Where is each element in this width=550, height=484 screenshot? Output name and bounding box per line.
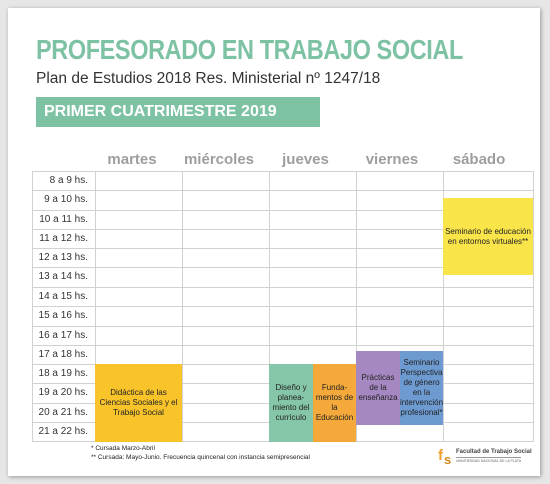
logo-subtitle: UNIVERSIDAD NACIONAL DE LA PLATA (456, 459, 522, 463)
hour-label: 8 a 9 hs. (49, 175, 88, 186)
hour-label: 12 a 13 hs. (38, 252, 88, 263)
fts-logo-icon (438, 444, 454, 466)
day-header-miercoles: miércoles (183, 151, 255, 168)
hour-label: 16 a 17 hs. (38, 330, 88, 341)
hour-label: 11 a 12 hs. (39, 233, 88, 244)
footnotes (91, 444, 310, 462)
hour-label: 15 a 16 hs. (38, 310, 88, 321)
day-header-sabado: sábado (452, 151, 506, 168)
hour-label: 17 a 18 hs. (38, 349, 88, 360)
hour-label: 13 a 14 hs. (38, 271, 88, 282)
faculty-logo (438, 444, 534, 468)
hour-label: 21 a 22 hs. (38, 426, 88, 437)
hour-label: 14 a 15 hs. (38, 291, 88, 302)
svg-text:f: f (438, 447, 443, 464)
hour-label: 19 a 20 hs. (38, 387, 88, 398)
footnote: * Cursada Marzo-Abril (91, 445, 155, 452)
footnote: ** Cursada: Mayo-Junio. Frecuencia quincenal con instancia semipresencial (91, 454, 310, 461)
timetable-grid (32, 171, 534, 442)
hour-label: 18 a 19 hs. (38, 368, 88, 379)
hour-label: 10 a 11 hs. (39, 214, 88, 225)
course-seminario-genero: Seminario Perspectiva de género en la intervención profesional* (400, 351, 443, 425)
page-subtitle: Plan de Estudios 2018 Res. Ministerial nº 1247/18 (36, 70, 381, 87)
course-diseno-curriculo: Diseño y planea- miento del currículo (269, 364, 313, 442)
hour-label: 9 a 10 hs. (44, 194, 88, 205)
day-header-martes: martes (107, 151, 157, 168)
course-practicas-ensenanza: Prácticas de la enseñanza (356, 351, 400, 425)
day-header-jueves: jueves (282, 151, 329, 168)
svg-text:s: s (444, 452, 452, 466)
course-fundamentos-educacion: Funda- mentos de la Educación (313, 364, 356, 442)
logo-name: Facultad de Trabajo Social (456, 449, 532, 455)
hour-label: 20 a 21 hs. (38, 407, 88, 418)
day-header-viernes: viernes (365, 151, 419, 168)
course-didactica: Didáctica de las Ciencias Sociales y el Trabajo Social (95, 364, 182, 442)
term-banner: PRIMER CUATRIMESTRE 2019 (36, 97, 320, 127)
course-seminario-virtuales: Seminario de educación en entornos virtuales** (443, 198, 533, 275)
page-title: PROFESORADO EN TRABAJO SOCIAL (36, 34, 463, 65)
schedule-page (8, 8, 540, 476)
